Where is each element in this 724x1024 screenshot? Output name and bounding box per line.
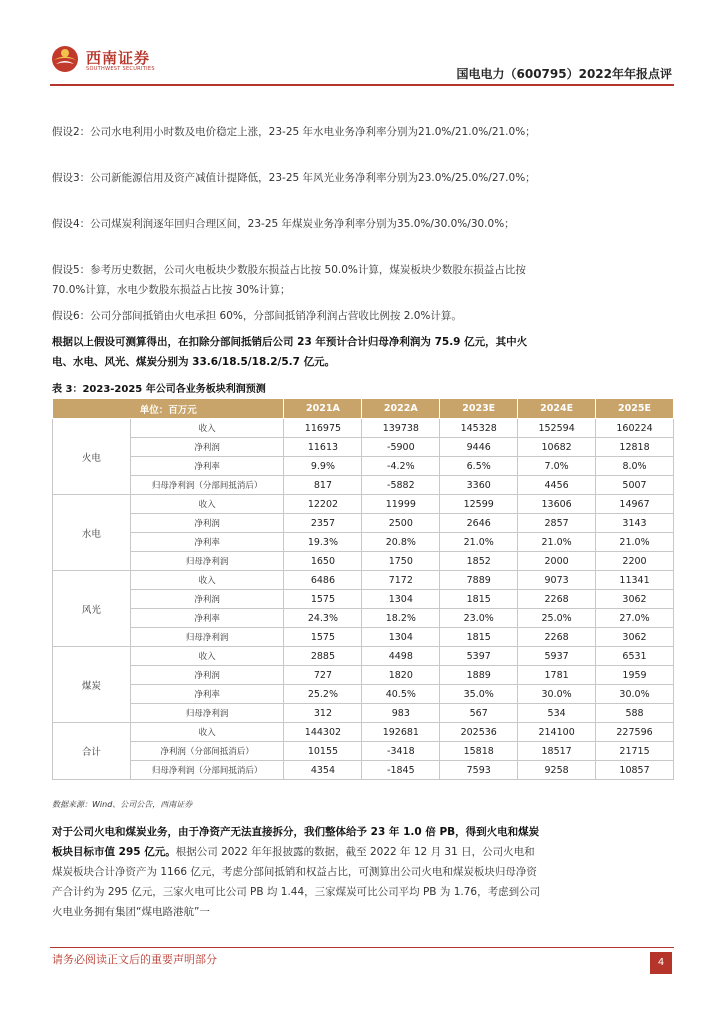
segment-label: 水电 <box>53 495 131 571</box>
value-cell: 2357 <box>284 514 362 533</box>
value-cell: 1304 <box>362 628 440 647</box>
valuation-paragraph <box>52 822 542 922</box>
value-cell: 7.0% <box>518 457 596 476</box>
assumption-3: 假设3：公司新能源信用及资产减值计提降低，23-25 年风光业务净利率分别为23.0%/25.0%/27.0%； <box>52 172 536 184</box>
year-header: 2025E <box>596 399 674 419</box>
segment-label: 合计 <box>53 723 131 780</box>
value-cell: 21.0% <box>440 533 518 552</box>
value-cell: 15818 <box>440 742 518 761</box>
value-cell: 3062 <box>596 628 674 647</box>
value-cell: 2857 <box>518 514 596 533</box>
metric-label: 收入 <box>130 571 284 590</box>
value-cell: 1815 <box>440 628 518 647</box>
value-cell: 23.0% <box>440 609 518 628</box>
metric-label: 净利率 <box>130 685 284 704</box>
value-cell: 27.0% <box>596 609 674 628</box>
value-cell: 2646 <box>440 514 518 533</box>
value-cell: 10682 <box>518 438 596 457</box>
metric-label: 归母净利润（分部间抵消后） <box>130 476 284 495</box>
table-header-row <box>53 399 674 419</box>
value-cell: 20.8% <box>362 533 440 552</box>
value-cell: 5007 <box>596 476 674 495</box>
value-cell: 2200 <box>596 552 674 571</box>
metric-label: 归母净利润（分部间抵消后） <box>130 761 284 780</box>
assumption-6: 假设6：公司分部间抵销由火电承担 60%，分部间抵销净利润占营收比例按 2.0%计算。 <box>52 310 462 322</box>
table-row <box>53 609 674 628</box>
value-cell: 534 <box>518 704 596 723</box>
unit-header: 单位：百万元 <box>53 399 284 419</box>
value-cell: 18517 <box>518 742 596 761</box>
value-cell: 1959 <box>596 666 674 685</box>
value-cell: -5900 <box>362 438 440 457</box>
valuation-lead: 对于公司火电和煤炭业务，由于净资产无法直接拆分，我们整体给予 23 年 1.0 倍 PB，得到火电和煤炭板块目标市值 295 亿元。 <box>52 826 540 858</box>
value-cell: 152594 <box>518 419 596 438</box>
page-header <box>0 0 724 90</box>
value-cell: 8.0% <box>596 457 674 476</box>
year-header: 2023E <box>440 399 518 419</box>
value-cell: 4498 <box>362 647 440 666</box>
profit-forecast-table <box>52 398 674 780</box>
table-row <box>53 704 674 723</box>
assumption-5: 假设5：参考历史数据，公司火电板块少数股东损益占比按 50.0%计算，煤炭板块少数股东损益占比按 70.0%计算，水电少数股东损益占比按 30%计算； <box>52 264 526 296</box>
report-title: 国电电力（600795）2022年年报点评 <box>456 67 672 81</box>
value-cell: 139738 <box>362 419 440 438</box>
value-cell: 13606 <box>518 495 596 514</box>
value-cell: 6486 <box>284 571 362 590</box>
value-cell: 1852 <box>440 552 518 571</box>
value-cell: 116975 <box>284 419 362 438</box>
table-row <box>53 685 674 704</box>
segment-label: 煤炭 <box>53 647 131 723</box>
value-cell: 24.3% <box>284 609 362 628</box>
value-cell: 1781 <box>518 666 596 685</box>
disclaimer-note: 请务必阅读正文后的重要声明部分 <box>52 953 217 966</box>
metric-label: 净利润（分部间抵消后） <box>130 742 284 761</box>
value-cell: 21.0% <box>596 533 674 552</box>
table-row <box>53 476 674 495</box>
metric-label: 归母净利润 <box>130 552 284 571</box>
assumption-2: 假设2：公司水电利用小时数及电价稳定上涨，23-25 年水电业务净利率分别为21.0%/21.0%/21.0%； <box>52 126 536 138</box>
value-cell: 10155 <box>284 742 362 761</box>
value-cell: 202536 <box>440 723 518 742</box>
value-cell: 2268 <box>518 590 596 609</box>
value-cell: 145328 <box>440 419 518 438</box>
logo-name: 西南证券 <box>86 49 151 67</box>
value-cell: 983 <box>362 704 440 723</box>
table-row <box>53 552 674 571</box>
value-cell: 1304 <box>362 590 440 609</box>
value-cell: 6.5% <box>440 457 518 476</box>
conclusion: 根据以上假设可测算得出，在扣除分部间抵销后公司 23 年预计合计归母净利润为 75.9 亿元，其中火电、水电、风光、煤炭分别为 33.6/18.5/18.2/5.7 亿元。 <box>52 336 528 368</box>
year-header: 2022A <box>362 399 440 419</box>
metric-label: 收入 <box>130 419 284 438</box>
footer-divider <box>50 947 674 948</box>
table-row <box>53 666 674 685</box>
value-cell: 11613 <box>284 438 362 457</box>
metric-label: 净利润 <box>130 666 284 685</box>
value-cell: 30.0% <box>518 685 596 704</box>
table-source: 数据来源：Wind、公司公告，西南证券 <box>52 800 193 809</box>
table-row <box>53 723 674 742</box>
value-cell: 9.9% <box>284 457 362 476</box>
table-row <box>53 533 674 552</box>
table-row <box>53 571 674 590</box>
table-row <box>53 742 674 761</box>
value-cell: 6531 <box>596 647 674 666</box>
page-number: 4 <box>650 952 672 974</box>
value-cell: 21.0% <box>518 533 596 552</box>
value-cell: 3143 <box>596 514 674 533</box>
value-cell: 5937 <box>518 647 596 666</box>
table-row <box>53 628 674 647</box>
value-cell: 2268 <box>518 628 596 647</box>
metric-label: 净利率 <box>130 609 284 628</box>
value-cell: 160224 <box>596 419 674 438</box>
header-divider <box>50 84 674 86</box>
logo-icon <box>50 44 80 74</box>
value-cell: 1750 <box>362 552 440 571</box>
value-cell: 1889 <box>440 666 518 685</box>
value-cell: 9258 <box>518 761 596 780</box>
value-cell: 1575 <box>284 628 362 647</box>
value-cell: 7889 <box>440 571 518 590</box>
metric-label: 净利润 <box>130 514 284 533</box>
logo-subtitle: SOUTHWEST SECURITIES <box>86 66 155 72</box>
metric-label: 净利润 <box>130 438 284 457</box>
value-cell: 214100 <box>518 723 596 742</box>
value-cell: 1820 <box>362 666 440 685</box>
value-cell: 11999 <box>362 495 440 514</box>
metric-label: 归母净利润 <box>130 628 284 647</box>
metric-label: 净利率 <box>130 533 284 552</box>
table-row <box>53 514 674 533</box>
metric-label: 收入 <box>130 647 284 666</box>
valuation-text: 根据公司 2022 年年报披露的数据，截至 2022 年 12 月 31 日，公司火电和煤炭板块合计净资产为 1166 亿元，考虑分部间抵销和权益占比，可测算出公司火电和煤炭板块归母净资产合计约为 295 亿元，三家火电可比公司 PB 均 1.44，三家煤炭可比公司平均 PB 为 1.76，考虑到公司火电业务拥有集团“煤电路港航”一 <box>52 846 541 918</box>
value-cell: -1845 <box>362 761 440 780</box>
value-cell: 19.3% <box>284 533 362 552</box>
value-cell: 12599 <box>440 495 518 514</box>
value-cell: 727 <box>284 666 362 685</box>
value-cell: 588 <box>596 704 674 723</box>
value-cell: 5397 <box>440 647 518 666</box>
table-row <box>53 438 674 457</box>
metric-label: 收入 <box>130 495 284 514</box>
value-cell: 4456 <box>518 476 596 495</box>
value-cell: 14967 <box>596 495 674 514</box>
value-cell: 9446 <box>440 438 518 457</box>
value-cell: 227596 <box>596 723 674 742</box>
metric-label: 收入 <box>130 723 284 742</box>
value-cell: 12818 <box>596 438 674 457</box>
value-cell: 7172 <box>362 571 440 590</box>
value-cell: 4354 <box>284 761 362 780</box>
value-cell: 10857 <box>596 761 674 780</box>
table-row <box>53 495 674 514</box>
value-cell: 567 <box>440 704 518 723</box>
value-cell: 40.5% <box>362 685 440 704</box>
table-caption: 表 3：2023-2025 年公司各业务板块利润预测 <box>52 384 266 395</box>
value-cell: 2500 <box>362 514 440 533</box>
value-cell: 144302 <box>284 723 362 742</box>
year-header: 2024E <box>518 399 596 419</box>
value-cell: 7593 <box>440 761 518 780</box>
value-cell: 25.0% <box>518 609 596 628</box>
value-cell: 9073 <box>518 571 596 590</box>
value-cell: -5882 <box>362 476 440 495</box>
value-cell: 817 <box>284 476 362 495</box>
value-cell: 1815 <box>440 590 518 609</box>
value-cell: 18.2% <box>362 609 440 628</box>
table-row <box>53 590 674 609</box>
value-cell: 2000 <box>518 552 596 571</box>
value-cell: 1650 <box>284 552 362 571</box>
table-row <box>53 761 674 780</box>
value-cell: 12202 <box>284 495 362 514</box>
metric-label: 净利润 <box>130 590 284 609</box>
metric-label: 净利率 <box>130 457 284 476</box>
value-cell: 11341 <box>596 571 674 590</box>
assumption-4: 假设4：公司煤炭利润逐年回归合理区间，23-25 年煤炭业务净利率分别为35.0%/30.0%/30.0%； <box>52 218 515 230</box>
value-cell: -3418 <box>362 742 440 761</box>
value-cell: 30.0% <box>596 685 674 704</box>
value-cell: 3360 <box>440 476 518 495</box>
value-cell: 312 <box>284 704 362 723</box>
value-cell: -4.2% <box>362 457 440 476</box>
segment-label: 火电 <box>53 419 131 495</box>
metric-label: 归母净利润 <box>130 704 284 723</box>
year-header: 2021A <box>284 399 362 419</box>
segment-label: 风光 <box>53 571 131 647</box>
value-cell: 25.2% <box>284 685 362 704</box>
value-cell: 3062 <box>596 590 674 609</box>
table-row <box>53 647 674 666</box>
value-cell: 1575 <box>284 590 362 609</box>
value-cell: 192681 <box>362 723 440 742</box>
table-row <box>53 419 674 438</box>
value-cell: 2885 <box>284 647 362 666</box>
value-cell: 35.0% <box>440 685 518 704</box>
value-cell: 21715 <box>596 742 674 761</box>
table-row <box>53 457 674 476</box>
